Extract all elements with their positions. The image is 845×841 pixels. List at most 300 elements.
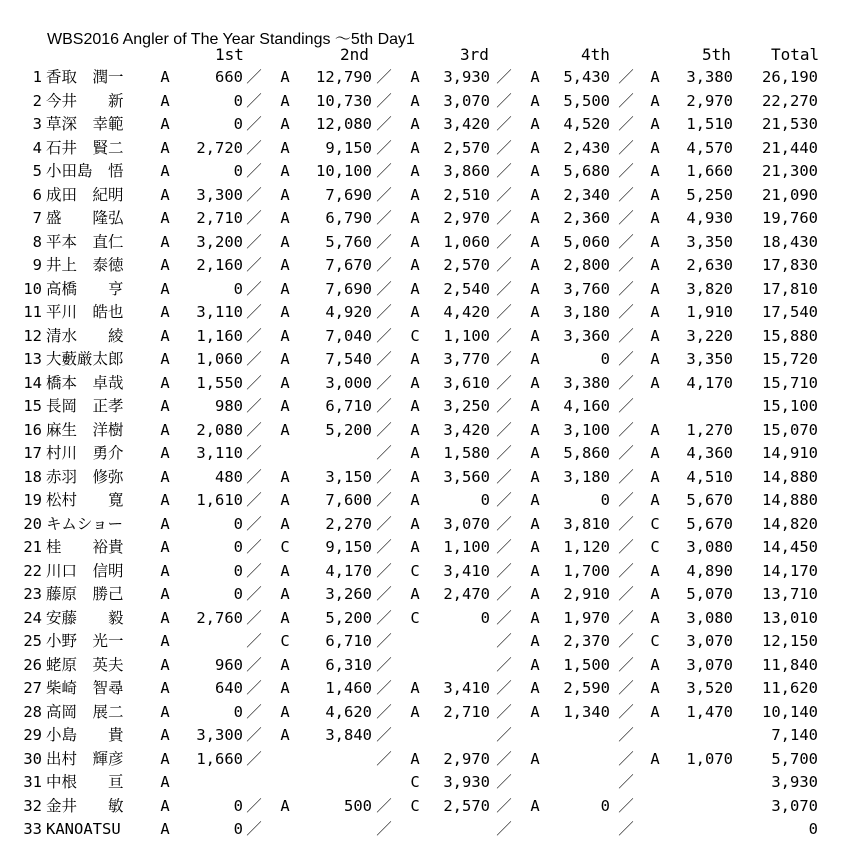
day-1-class: A (160, 326, 170, 345)
day-2-weight: 5,760 (325, 232, 372, 251)
day-2-weight: 3,150 (325, 467, 372, 486)
day-4-separator: ／ (618, 162, 634, 180)
day-2-separator: ／ (376, 608, 392, 627)
rank-cell: 14 (23, 373, 42, 392)
day-4-separator: ／ (618, 773, 634, 791)
day-5-class: A (650, 256, 660, 274)
standings-title: WBS2016 Angler of The Year Standings 〜5th Day1 (47, 31, 415, 48)
angler-name: 大藪厳太郎 (46, 350, 124, 368)
angler-name: 橋本 卓哉 (46, 373, 124, 392)
day-2-separator: ／ (376, 514, 392, 533)
total-weight: 3,070 (771, 796, 818, 815)
day-2-class: A (280, 608, 290, 627)
day-4-separator: ／ (618, 514, 634, 533)
rank-cell: 22 (23, 561, 42, 580)
day-5-weight: 4,930 (686, 209, 733, 227)
day-3-weight: 3,410 (443, 561, 490, 580)
day-2-weight: 6,310 (325, 655, 372, 674)
day-3-weight: 3,930 (443, 68, 490, 86)
day-3-weight: 0 (480, 608, 490, 627)
day-3-separator: ／ (496, 138, 512, 157)
day-2-class: A (280, 91, 290, 110)
day-2-separator: ／ (376, 467, 392, 486)
day-1-class: A (160, 279, 170, 298)
day-2-separator: ／ (376, 796, 392, 815)
day-1-separator: ／ (246, 608, 262, 627)
total-weight: 15,720 (762, 350, 818, 368)
day-1-class: A (160, 679, 170, 697)
day-3-class: A (410, 350, 420, 368)
day-1-class: A (160, 115, 170, 133)
day-1-separator: ／ (246, 91, 262, 110)
day-2-separator: ／ (376, 115, 392, 133)
rank-cell: 20 (23, 514, 42, 533)
header-1st: 1st (215, 45, 244, 64)
day-5-weight: 3,080 (686, 538, 733, 556)
table-row (0, 630, 845, 653)
day-4-separator: ／ (618, 561, 634, 580)
day-5-weight: 5,070 (686, 585, 733, 603)
day-5-weight: 2,630 (686, 256, 733, 274)
day-4-weight: 4,520 (563, 115, 610, 133)
day-4-weight: 3,810 (563, 514, 610, 533)
day-1-separator: ／ (246, 420, 262, 439)
day-2-class: A (280, 326, 290, 345)
day-4-separator: ／ (618, 749, 634, 768)
day-3-weight: 3,560 (443, 467, 490, 486)
day-3-class: C (410, 773, 420, 791)
day-3-weight: 2,510 (443, 185, 490, 204)
day-2-separator: ／ (376, 91, 392, 110)
day-1-class: A (160, 632, 170, 650)
day-1-class: A (160, 256, 170, 274)
day-3-class: A (410, 467, 420, 486)
day-3-class: A (410, 91, 420, 110)
table-row (0, 301, 845, 324)
day-3-separator: ／ (496, 514, 512, 533)
day-5-class: A (650, 185, 660, 204)
total-weight: 10,140 (762, 702, 818, 721)
day-1-class: A (160, 585, 170, 603)
day-3-separator: ／ (496, 303, 512, 321)
angler-name: 松村 寛 (46, 491, 124, 509)
day-1-class: A (160, 467, 170, 486)
day-5-class: A (650, 655, 660, 674)
header-3rd: 3rd (460, 45, 489, 64)
day-3-class: A (410, 444, 420, 462)
day-5-weight: 3,070 (686, 655, 733, 674)
day-4-weight: 2,360 (563, 209, 610, 227)
day-1-weight: 980 (215, 397, 243, 415)
angler-name: 高橋 亨 (46, 279, 124, 298)
day-2-class: A (280, 467, 290, 486)
day-4-separator: ／ (618, 209, 634, 227)
day-2-weight: 12,790 (316, 68, 372, 86)
day-4-separator: ／ (618, 796, 634, 815)
day-1-separator: ／ (246, 444, 262, 462)
day-1-class: A (160, 232, 170, 251)
rank-cell: 30 (23, 749, 42, 768)
day-5-class: C (650, 538, 660, 556)
day-4-class: A (530, 491, 540, 509)
day-4-class: A (530, 138, 540, 157)
day-1-class: A (160, 538, 170, 556)
day-4-weight: 5,860 (563, 444, 610, 462)
day-3-weight: 3,770 (443, 350, 490, 368)
day-2-weight: 6,710 (325, 632, 372, 650)
day-5-weight: 5,670 (686, 514, 733, 533)
day-3-weight: 1,100 (443, 538, 490, 556)
day-1-weight: 3,300 (196, 726, 243, 744)
day-1-class: A (160, 350, 170, 368)
day-3-separator: ／ (496, 279, 512, 298)
day-4-class: A (530, 561, 540, 580)
table-row (0, 419, 845, 442)
day-2-separator: ／ (376, 749, 392, 768)
day-2-class: A (280, 350, 290, 368)
day-4-class: A (530, 232, 540, 251)
angler-name: 石井 賢二 (46, 138, 124, 157)
day-3-separator: ／ (496, 467, 512, 486)
rank-cell: 8 (32, 232, 42, 251)
day-4-weight: 3,380 (563, 373, 610, 392)
day-3-weight: 3,070 (443, 514, 490, 533)
day-2-class: A (280, 209, 290, 227)
day-3-weight: 3,860 (443, 162, 490, 180)
day-2-weight: 3,000 (325, 373, 372, 392)
day-5-class: A (650, 420, 660, 439)
day-3-weight: 4,420 (443, 303, 490, 321)
day-4-separator: ／ (618, 68, 634, 86)
day-2-weight: 5,200 (325, 608, 372, 627)
day-4-weight: 3,180 (563, 467, 610, 486)
day-2-separator: ／ (376, 68, 392, 86)
day-4-weight: 5,430 (563, 68, 610, 86)
day-3-separator: ／ (496, 773, 512, 791)
day-4-weight: 2,340 (563, 185, 610, 204)
day-3-separator: ／ (496, 679, 512, 697)
day-3-class: A (410, 397, 420, 415)
angler-name: 村川 勇介 (46, 444, 124, 462)
day-1-weight: 1,660 (196, 749, 243, 768)
day-4-weight: 0 (600, 796, 610, 815)
day-4-class: A (530, 796, 540, 815)
angler-name: 高岡 展二 (46, 702, 124, 721)
day-2-class: A (280, 256, 290, 274)
day-2-class: A (280, 232, 290, 251)
day-1-class: A (160, 185, 170, 204)
table-row (0, 348, 845, 371)
day-2-separator: ／ (376, 561, 392, 580)
day-1-weight: 3,110 (196, 303, 243, 321)
total-weight: 13,710 (762, 585, 818, 603)
day-4-separator: ／ (618, 138, 634, 157)
day-1-weight: 0 (233, 561, 243, 580)
day-5-class: A (650, 303, 660, 321)
day-4-weight: 1,700 (563, 561, 610, 580)
day-3-separator: ／ (496, 162, 512, 180)
day-4-weight: 2,800 (563, 256, 610, 274)
day-2-weight: 12,080 (316, 115, 372, 133)
day-5-class: A (650, 585, 660, 603)
total-weight: 17,540 (762, 303, 818, 321)
day-3-separator: ／ (496, 185, 512, 204)
day-4-weight: 1,340 (563, 702, 610, 721)
day-1-separator: ／ (246, 138, 262, 157)
angler-name: 成田 紀明 (46, 185, 124, 204)
day-1-separator: ／ (246, 655, 262, 674)
table-row (0, 254, 845, 277)
day-3-class: A (410, 749, 420, 768)
day-3-class: A (410, 232, 420, 251)
day-2-weight: 7,690 (325, 185, 372, 204)
day-1-class: A (160, 91, 170, 110)
day-2-separator: ／ (376, 444, 392, 462)
day-5-weight: 4,890 (686, 561, 733, 580)
day-3-separator: ／ (496, 350, 512, 368)
day-5-weight: 3,350 (686, 232, 733, 251)
rank-cell: 16 (23, 420, 42, 439)
header-4th: 4th (581, 45, 610, 64)
day-3-separator: ／ (496, 256, 512, 274)
day-3-separator: ／ (496, 702, 512, 721)
total-weight: 3,930 (771, 773, 818, 791)
day-3-separator: ／ (496, 326, 512, 345)
day-4-class: A (530, 702, 540, 721)
rank-cell: 17 (23, 444, 42, 462)
day-1-weight: 0 (233, 162, 243, 180)
day-3-weight: 2,970 (443, 749, 490, 768)
day-4-class: A (530, 514, 540, 533)
day-5-weight: 3,380 (686, 68, 733, 86)
day-5-class: A (650, 749, 660, 768)
total-weight: 12,150 (762, 632, 818, 650)
day-4-class: A (530, 679, 540, 697)
total-weight: 0 (808, 820, 818, 838)
day-3-weight: 2,470 (443, 585, 490, 603)
day-3-separator: ／ (496, 232, 512, 251)
day-2-separator: ／ (376, 185, 392, 204)
table-row (0, 113, 845, 136)
day-5-class: A (650, 138, 660, 157)
day-1-weight: 0 (233, 91, 243, 110)
day-5-weight: 1,910 (686, 303, 733, 321)
day-1-weight: 0 (233, 115, 243, 133)
day-3-class: A (410, 303, 420, 321)
day-1-separator: ／ (246, 185, 262, 204)
total-weight: 14,910 (762, 444, 818, 462)
day-3-class: A (410, 538, 420, 556)
day-1-class: A (160, 514, 170, 533)
rank-cell: 29 (23, 726, 42, 744)
day-4-separator: ／ (618, 608, 634, 627)
day-1-separator: ／ (246, 68, 262, 86)
table-row (0, 489, 845, 512)
table-row (0, 795, 845, 818)
day-1-separator: ／ (246, 514, 262, 533)
table-row (0, 184, 845, 207)
day-3-weight: 3,420 (443, 115, 490, 133)
table-row (0, 560, 845, 583)
day-4-separator: ／ (618, 538, 634, 556)
total-weight: 13,010 (762, 608, 818, 627)
rank-cell: 2 (32, 91, 42, 110)
angler-name: 草深 幸範 (46, 115, 124, 133)
day-1-separator: ／ (246, 820, 262, 838)
day-3-separator: ／ (496, 444, 512, 462)
day-3-weight: 3,070 (443, 91, 490, 110)
day-3-class: A (410, 702, 420, 721)
angler-name: 柴崎 智尋 (46, 679, 124, 697)
day-2-weight: 9,150 (325, 538, 372, 556)
total-weight: 21,440 (762, 138, 818, 157)
day-2-weight: 7,600 (325, 491, 372, 509)
day-4-separator: ／ (618, 91, 634, 110)
day-5-class: A (650, 491, 660, 509)
day-1-weight: 0 (233, 538, 243, 556)
day-4-weight: 3,100 (563, 420, 610, 439)
day-2-separator: ／ (376, 702, 392, 721)
rank-cell: 11 (23, 303, 42, 321)
table-row (0, 325, 845, 348)
day-1-weight: 3,200 (196, 232, 243, 251)
angler-name: 小野 光一 (46, 632, 124, 650)
day-4-class: A (530, 185, 540, 204)
day-2-class: A (280, 655, 290, 674)
total-weight: 14,170 (762, 561, 818, 580)
day-5-weight: 1,470 (686, 702, 733, 721)
day-2-separator: ／ (376, 232, 392, 251)
day-3-separator: ／ (496, 726, 512, 744)
rank-cell: 15 (23, 397, 42, 415)
total-weight: 11,840 (762, 655, 818, 674)
day-4-weight: 0 (600, 350, 610, 368)
day-5-weight: 3,080 (686, 608, 733, 627)
day-2-weight: 2,270 (325, 514, 372, 533)
day-2-class: C (280, 632, 290, 650)
rank-cell: 28 (23, 702, 42, 721)
day-1-separator: ／ (246, 397, 262, 415)
total-weight: 14,880 (762, 467, 818, 486)
day-4-class: A (530, 256, 540, 274)
day-4-separator: ／ (618, 820, 634, 838)
day-1-class: A (160, 820, 170, 838)
day-4-class: A (530, 209, 540, 227)
day-5-class: A (650, 279, 660, 298)
day-3-class: A (410, 185, 420, 204)
day-5-class: A (650, 467, 660, 486)
day-1-class: A (160, 773, 170, 791)
header-5th: 5th (702, 45, 731, 64)
day-3-class: A (410, 514, 420, 533)
day-2-separator: ／ (376, 491, 392, 509)
day-5-weight: 1,510 (686, 115, 733, 133)
day-2-separator: ／ (376, 350, 392, 368)
day-5-class: A (650, 326, 660, 345)
day-5-class: C (650, 514, 660, 533)
rank-cell: 10 (23, 279, 42, 298)
day-3-class: C (410, 796, 420, 815)
table-row (0, 513, 845, 536)
day-3-separator: ／ (496, 420, 512, 439)
total-weight: 17,830 (762, 256, 818, 274)
day-1-class: A (160, 796, 170, 815)
day-4-separator: ／ (618, 350, 634, 368)
day-5-class: A (650, 608, 660, 627)
day-1-weight: 0 (233, 820, 243, 838)
day-5-weight: 5,250 (686, 185, 733, 204)
day-4-class: A (530, 91, 540, 110)
day-4-class: A (530, 279, 540, 298)
day-4-separator: ／ (618, 326, 634, 345)
day-5-weight: 5,670 (686, 491, 733, 509)
day-5-weight: 3,820 (686, 279, 733, 298)
day-3-class: A (410, 585, 420, 603)
day-1-class: A (160, 162, 170, 180)
table-row (0, 466, 845, 489)
table-row (0, 701, 845, 724)
angler-name: 小田島 悟 (46, 162, 124, 180)
rank-cell: 19 (23, 491, 42, 509)
angler-name: KANOATSU (46, 820, 121, 838)
day-1-class: A (160, 303, 170, 321)
day-2-class: A (280, 585, 290, 603)
day-4-weight: 2,370 (563, 632, 610, 650)
day-4-separator: ／ (618, 397, 634, 415)
angler-name: 桂 裕貴 (46, 538, 124, 556)
rank-cell: 27 (23, 679, 42, 697)
total-weight: 21,300 (762, 162, 818, 180)
day-2-class: A (280, 279, 290, 298)
day-4-class: A (530, 115, 540, 133)
day-4-weight: 2,590 (563, 679, 610, 697)
day-5-class: A (650, 350, 660, 368)
angler-name: 中根 亘 (46, 773, 124, 791)
day-2-weight: 4,620 (325, 702, 372, 721)
angler-name: 平本 直仁 (46, 232, 124, 251)
day-3-separator: ／ (496, 608, 512, 627)
day-1-separator: ／ (246, 561, 262, 580)
day-2-class: A (280, 679, 290, 697)
day-4-class: A (530, 632, 540, 650)
total-weight: 17,810 (762, 279, 818, 298)
day-4-weight: 1,970 (563, 608, 610, 627)
day-5-weight: 3,350 (686, 350, 733, 368)
day-3-separator: ／ (496, 820, 512, 838)
day-3-class: A (410, 115, 420, 133)
rank-cell: 21 (23, 538, 42, 556)
day-4-class: A (530, 397, 540, 415)
day-4-separator: ／ (618, 420, 634, 439)
day-3-weight: 2,970 (443, 209, 490, 227)
day-1-separator: ／ (246, 679, 262, 697)
day-2-weight: 10,100 (316, 162, 372, 180)
day-3-weight: 3,610 (443, 373, 490, 392)
day-2-weight: 7,690 (325, 279, 372, 298)
day-2-weight: 9,150 (325, 138, 372, 157)
day-4-weight: 1,500 (563, 655, 610, 674)
day-2-separator: ／ (376, 256, 392, 274)
day-4-weight: 5,060 (563, 232, 610, 251)
day-4-separator: ／ (618, 279, 634, 298)
day-4-separator: ／ (618, 702, 634, 721)
angler-name: 赤羽 修弥 (46, 467, 124, 486)
day-5-weight: 3,520 (686, 679, 733, 697)
day-2-class: A (280, 702, 290, 721)
day-4-class: A (530, 467, 540, 486)
table-row (0, 442, 845, 465)
day-1-weight: 1,160 (196, 326, 243, 345)
